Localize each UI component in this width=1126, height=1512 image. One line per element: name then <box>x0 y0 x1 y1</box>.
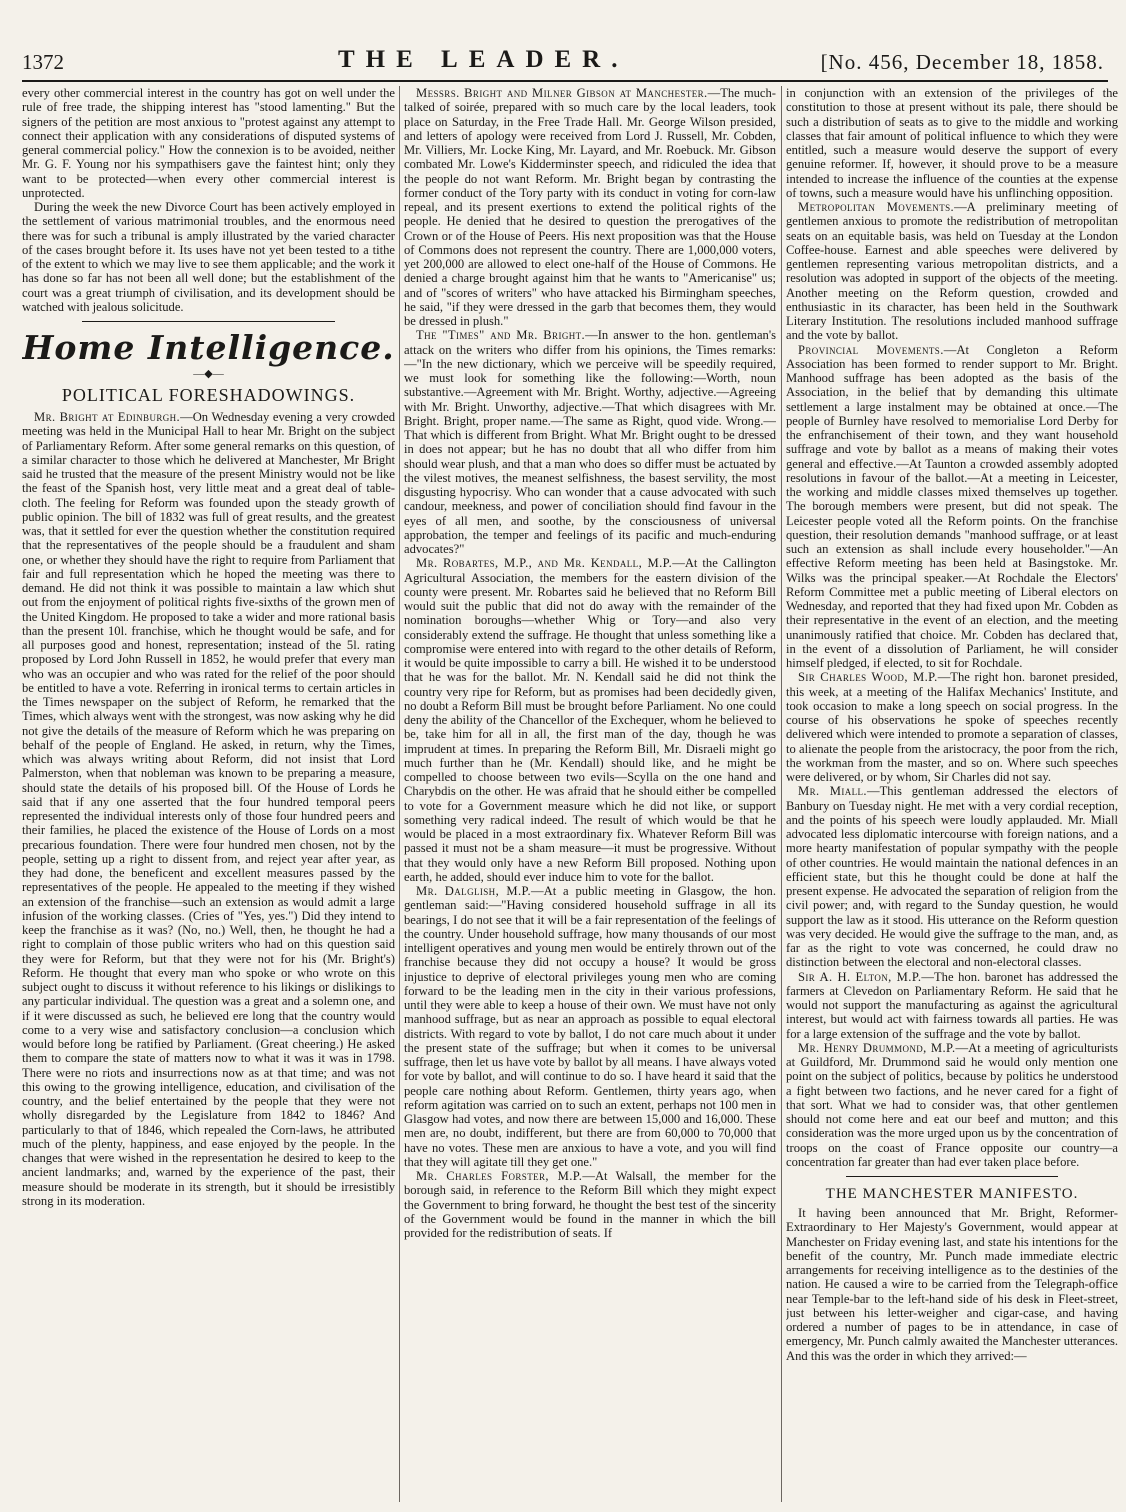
paragraph-heading: Sir A. H. Elton, M.P. <box>798 969 922 984</box>
article-paragraph: Mr. Bright at Edinburgh.—On Wednesday evening a very crowded meeting was held in the Municipal Hall to hear Mr. Bright on the subject of Parliamentary Reform. After some general remarks on this question, of a similar character to those which he delivered at Manchester, Mr Bright said he trusted that the measure of the present Ministry would not be like the feast of the Spanish host, very little meat and a great deal of table-cloth. The feeling for Reform was founded upon the steady growth of public opinion. The bill of 1832 was full of great results, and the greatest was, that it settled for ever the question whether the constitution required that the representatives of the people should be a fraudulent and sham one, or whether they should have the right to require from Parliament that fair and full representation which he hoped the meeting was there to demand. He did not think it was possible to maintain a law which shut out from the enjoyment of political rights five-sixths of the grown men of the United Kingdom. He proposed to take a wider and more rational basis than the present 10l. franchise, which he thought would be safe, and for all purposes good and honest, representation; instead of the 5l. rating proposed by Lord John Russell in 1852, he would prefer that every man who was an occupier and who was rated for the relief of the poor should be entitled to have a vote. Referring in ironical terms to certain articles in the Times newspaper on the subject of Reform, he remarked that the Times, which always went with the strongest, was now asking why he did not give the details of the measure of Reform which he was preparing on behalf of the people of England. He asked, in return, why the Times, which was always writing about Reform, did not insist that Lord Palmerston, when that nobleman was known to be preparing a measure, should state the details of his proposed bill. Of the House of Lords he said that if any one asserted that the four hundred temporal peers represented the individual interests only of those four hundred peers and their families, he placed the existence of the House of Lords on a most precarious foundation. There were four hundred men chosen, not by the people, setting up a right to dissent from, and reject year after year, as they had done, the beneficent and excellent measures passed by the representatives of the people. He appealed to the meeting if they wished an extension of the franchise—such an extension as would admit a large infusion of the working classes. (Cries of "Yes, yes.") Did they intend to keep the franchise as it was? (No, no.) Well, then, he thought he had a right to complain of those public writers who had on this question said they were for Reform, but that they were not for his (Mr. Bright's) Reform. He thought that every man who spoke or who wrote on this subject ought to discuss it without reference to his likings or dislikings to any particular individual. The question was a great and a solemn one, and if it were discussed as such, he believed ere long that the country would come to a very wise and satisfactory conclusion—a conclusion which would before long be ratified by Parliament. (Great cheering.) He asked them to compare the state of matters now to what it was it was in 1798. There were no riots and insurrections now as at that time; and was not this owing to the growing intelligence, education, and civilisation of the country, and the belief entertained by the people that they were not wholly disregarded by the Legislature from 1842 to 1846? And particularly to that of 1846, which repealed the Corn-laws, he attributed much of the plenty, happiness, and ease enjoyed by the people. In the changes that were wished in the representation he desired to keep to the ancient landmarks; and, warned by the experience of the past, their measure should be moderate in its strength, but it should be irresistibly strong in its moderation. <box>22 410 395 1208</box>
article-paragraph: Mr. Henry Drummond, M.P.—At a meeting of agriculturists at Guildford, Mr. Drummond said he would only mention one point on the subject of politics, because by politics he understood a fight between two factions, and he never cared for a fight of that sort. What we had to consider was, that other gentlemen should not come here and eat our beef and mutton; and this consideration was the more urged upon us by the concentration of troops on the coast of France opposite our country—a concentration far greater than had ever taken place before. <box>786 1040 1118 1169</box>
article-paragraph: Sir Charles Wood, M.P.—The right hon. baronet presided, this week, at a meeting of the Halifax Mechanics' Institute, and took occasion to make a long speech on social progress. In the course of his observations he spoke of speeches recently delivered which were intended to promote a separation of classes, to alienate the people from the aristocracy, the poor from the rich, the workman from the master, and so on. Where such speeches were delivered, or by whom, Sir Charles did not say. <box>786 670 1118 784</box>
header-rule <box>22 80 1108 82</box>
article-title: POLITICAL FORESHADOWINGS. <box>61 385 356 405</box>
article-paragraph: Mr. Robartes, M.P., and Mr. Kendall, M.P.—At the Callington Agricultural Association, the members for the eastern division of the county were present. Mr. Robartes said he believed that no Reform Bill would suit the public that did not do away with the remainder of the nomination boroughs—whether Whig or Tory—and also very considerably extend the suffrage. He thought that unless something like a compromise were entered into with regard to the other details of Reform, it would be quite impossible to carry a bill. He wished it to be understood that he was for the ballot. Mr. N. Kendall said he did not think the country very ripe for Reform, but as promises had been decidedly given, no doubt a Reform Bill must be brought before Parliament. No one could deny the ability of the Chancellor of the Exchequer, whom he believed to be, take him for all in all, the first man of the day, though he was imprudent at times. In preparing the Reform Bill, Mr. Disraeli might go much further than he (Mr. Kendall) should like, and he might be compelled to choose between two evils—Scylla on the one hand and Charybdis on the other. He was afraid that he should either be compelled to vote for a Government measure which he did not like, or support something very radical indeed. The result of which would be that he would be placed in a most extraordinary fix. Whatever Reform Bill was passed it must not be a sham measure—it must be progressive. Without that they would only have a new Reform Bill proposed. Nothing upon earth, he added, should ever induce him to vote for the ballot. <box>404 556 776 884</box>
article-paragraph: It having been announced that Mr. Bright, Reformer-Extraordinary to Her Majesty's Government, would appear at Manchester on Friday evening last, and state his intentions for the benefit of the country, Mr. Punch made immediate electric arrangements for receiving intelligence as to the destinies of the nation. He caused a wire to be carried from the Telegraph-office near Temple-bar to the left-hand side of his desk in Fleet-street, just between his letter-weigher and cigar-case, and having ordered a number of pages to be in attendance, in case of emergency, Mr. Punch calmly awaited the Manchester utterances. And this was the order in which they arrived:— <box>786 1206 1118 1363</box>
article-paragraph: Messrs. Bright and Milner Gibson at Manchester.—The much-talked of soirée, prepared with so much care by the local leaders, took place on Saturday, in the Free Trade Hall. Mr. George Wilson presided, and letters of apology were received from Lord J. Russell, Mr. Cobden, Mr. Villiers, Mr. Locke King, Mr. Layard, and Mr. Roebuck. Mr. Gibson combated Mr. Lowe's Kidderminster speech, and ridiculed the idea that the people do not want Reform. Mr. Bright began by contrasting the former conduct of the Tory party with its conduct in voting for corn-law repeal, and its present exertions to extend the political rights of the people. He denied that he desired to question the prerogatives of the Crown or of the House of Peers. His next proposition was that the House of Commons does not represent the country. There are 1,000,000 voters, yet 200,000 are allowed to elect one-half of the House of Commons. He denied a charge brought against him that he wants to "Americanise" us; and of "scores of writers" who have attacked his Birmingham speeches, he said, "if they were dressed in the garb that becomes them, they would be dressed in plush." <box>404 86 776 328</box>
article-paragraph: Metropolitan Movements.—A preliminary meeting of gentlemen anxious to promote the redistribution of metropolitan seats on an equitable basis, was held on Tuesday at the London Coffee-house. Earnest and able speeches were delivered by gentlemen representing various metropolitan districts, and a resolution was adopted in support of the objects of the meeting. Another meeting on the Reform question, crowded and enthusiastic in its character, has been held in the Southwark Literary Institution. The resolutions included manhood suffrage and the vote by ballot. <box>786 200 1118 343</box>
page-header <box>22 44 1108 82</box>
paragraph-heading: Metropolitan Movements. <box>798 200 955 214</box>
newspaper-title: THE LEADER. <box>338 46 629 73</box>
paragraph-heading: Provincial Movements. <box>798 342 944 357</box>
column-divider-2 <box>781 86 782 1502</box>
paragraph-heading: Mr. Henry Drummond, M.P. <box>798 1040 956 1055</box>
article-paragraph: Sir A. H. Elton, M.P.—The hon. baronet has addressed the farmers at Clevedon on Parliamentary Reform. He said that he would not support the manufacturing as against the agricultural interest, but would act with fairness towards all parties. He was for a large extension of the suffrage and the vote by ballot. <box>786 969 1118 1041</box>
paragraph-heading: Sir Charles Wood, M.P. <box>798 670 938 685</box>
section-title: Home Intelligence. <box>22 328 395 367</box>
article-paragraph: Mr. Charles Forster, M.P.—At Walsall, the member for the borough said, in reference to the Reform Bill which they might expect the Government to bring forward, he thought the best test of the sincerity of the Government would be found in the manner in which the bill provided for the redistribution of seats. If <box>404 1169 776 1240</box>
article-paragraph: Provincial Movements.—At Congleton a Reform Association has been formed to render support to Mr. Bright. Manhood suffrage has been adopted as the basis of the Association, in the belief that by demanding this ultimate settlement a large instalment may be obtained at once.—The people of Burnley have resolved to memorialise Lord Derby for the enfranchisement of their town, and they want household suffrage and vote by ballot as a means of making their votes general and effective.—At Taunton a crowded assembly adopted resolutions in favour of the ballot.—At a meeting in Leicester, the working and middle classes mixed themselves up together. The borough members were present, but did not speak. The Leicester people voted all the Reform points. On the franchise question, their resolution demands "manhood suffrage, or at least such an extension as shall include every householder."—An effective Reform meeting has been held at Basingstoke. Mr. Wilks was the principal speaker.—At Rochdale the Electors' Reform Committee met a public meeting of Liberal electors on Wednesday, and reported that they had fixed upon Mr. Cobden as their representative in the event of an election, and the meeting unanimously ratified that choice. Mr. Cobden has declared that, in the event of a dissolution of Parliament, he will consider himself pledged, if elected, to sit for Rochdale. <box>786 342 1118 670</box>
article-paragraph: in conjunction with an extension of the privileges of the constitution to those at present without its pale, there should be such a distribution of seats as to give to the middle and working classes that fair amount of political influence to which they were entitled, such a measure would deserve the support of every genuine reformer. If, however, it should prove to be a measure intended to increase the influence of the counties at the expense of towns, such a measure would have his unflinching opposition. <box>786 86 1118 200</box>
ornament: —◆— <box>193 368 224 380</box>
section-rule <box>82 321 335 322</box>
article-paragraph: The "Times" and Mr. Bright.—In answer to the hon. gentleman's attack on the writers who differ from his opinions, the Times remarks:—"In the new dictionary, which we perceive will be speedily required, we must look for something like the following:—Worth, noun substantive.—Agreement with Mr. Bright. Worthy, adjective.—Agreeing with Mr. Bright. Unworthy, adjective.—That which disagrees with Mr. Bright. Bright, proper name.—The same as Right, quod vide. Wrong.—That which is different from Bright. What Mr. Bright ought to be dressed in does not appear; but he has no doubt that all who differ from him should wear plush, and that a man who does so differ must be actuated by the vilest motives, the meanest selfishness, the basest servility, the most disgusting hypocrisy. Who can wonder that a cause advocated with such candour, meekness, and power of conciliation should find favour in the eyes of all men, and soothe, by the consciousness of universal approbation, the temper and feelings of its pacific and much-enduring advocates?" <box>404 328 776 556</box>
article-paragraph: Mr. Miall.—This gentleman addressed the electors of Banbury on Tuesday night. He met with a very cordial reception, and the points of his speech were loudly applauded. Mr. Miall advocated less diplomatic intercourse with foreign nations, and a more hearty manifestation of popular sympathy with the people of other countries. He would maintain the national defences in an efficient state, but this he thought could be done at half the present expense. He advocated the separation of religion from the civil power; and, with regard to the Sunday question, he would support the law as it stood. His utterance on the Reform question was very decided. He would give the suffrage to the man, and, as far as the right to vote was concerned, he could draw no distinction between the electoral and non-electoral classes. <box>786 784 1118 970</box>
paragraph-heading: Mr. Dalglish, M.P. <box>416 884 532 898</box>
paragraph-heading: Mr. Robartes, M.P., and Mr. Kendall, M.P. <box>416 556 673 571</box>
paragraph-heading: Mr. Bright at Edinburgh. <box>34 410 181 424</box>
paragraph-heading: Messrs. Bright and Milner Gibson at Manchester. <box>416 86 708 100</box>
paragraph-heading: Mr. Charles Forster, M.P. <box>416 1169 583 1183</box>
article-rule <box>846 1176 1058 1177</box>
column-3 <box>786 86 1118 1502</box>
issue-date: [No. 456, December 18, 1858. <box>820 50 1104 74</box>
paragraph-heading: Mr. Miall. <box>798 784 867 799</box>
column-1 <box>22 86 395 1502</box>
article-paragraph: every other commercial interest in the country has got on well under the rule of free trade, the shipping interest has "stood lamenting." But the signers of the petition are most anxious to "protest against any attempt to connect their application with any considerations of disputed systems of general commercial policy." How the connexion is to be avoided, neither Mr. G. F. Young nor his sympathisers gave the faintest hint; only they want to be protected—when every other commercial interest is unprotected. <box>22 86 395 200</box>
page-number: 1372 <box>22 50 64 74</box>
column-2 <box>404 86 776 1502</box>
paragraph-heading: The "Times" and Mr. Bright. <box>416 328 586 343</box>
article-paragraph: Mr. Dalglish, M.P.—At a public meeting in Glasgow, the hon. gentleman said:—"Having considered household suffrage in all its bearings, I do not see that it will be a fair representation of the feelings of the country. Under household suffrage, how many thousands of our most intelligent operatives and young men would be entirely thrown out of the franchise because they did not occupy a house? It would be gross injustice to deprive of electoral privileges young men who are coming forward to be the leading men in the city in their various professions, until they were able to keep a house of their own. We must have not only manhood suffrage, but as near an approach as possible to equal electoral districts. With regard to vote by ballot, I do not care much about it under the present state of the suffrage; but when it comes to be universal suffrage, then let us have vote by ballot by all means. I have always voted for vote by ballot, and will continue to do so. I have heard it said that the people care nothing about Reform. Gentlemen, thirty years ago, when reform agitation was carried on to such an extent, perhaps not 100 men in Glasgow had votes, and now there are between 15,000 and 16,000. These men are, no doubt, indifferent, but there are from 60,000 to 70,000 that have no votes. These men are anxious to have a vote, and you will find that they will agitate till they get one." <box>404 884 776 1169</box>
article-paragraph: During the week the new Divorce Court has been actively employed in the settlement of various matrimonial troubles, and the enormous need there was for such a tribunal is amply illustrated by the varied character of the cases brought before it. Its uses have not yet been tested to a tithe of the extent to which we may live to see them applicable; and the work it has done so far has not been all well done; but the establishment of the court was a great triumph of civilisation, and its development should be watched with jealous solicitude. <box>22 200 395 314</box>
column-divider-1 <box>399 86 400 1502</box>
article-title: THE MANCHESTER MANIFESTO. <box>825 1186 1079 1202</box>
